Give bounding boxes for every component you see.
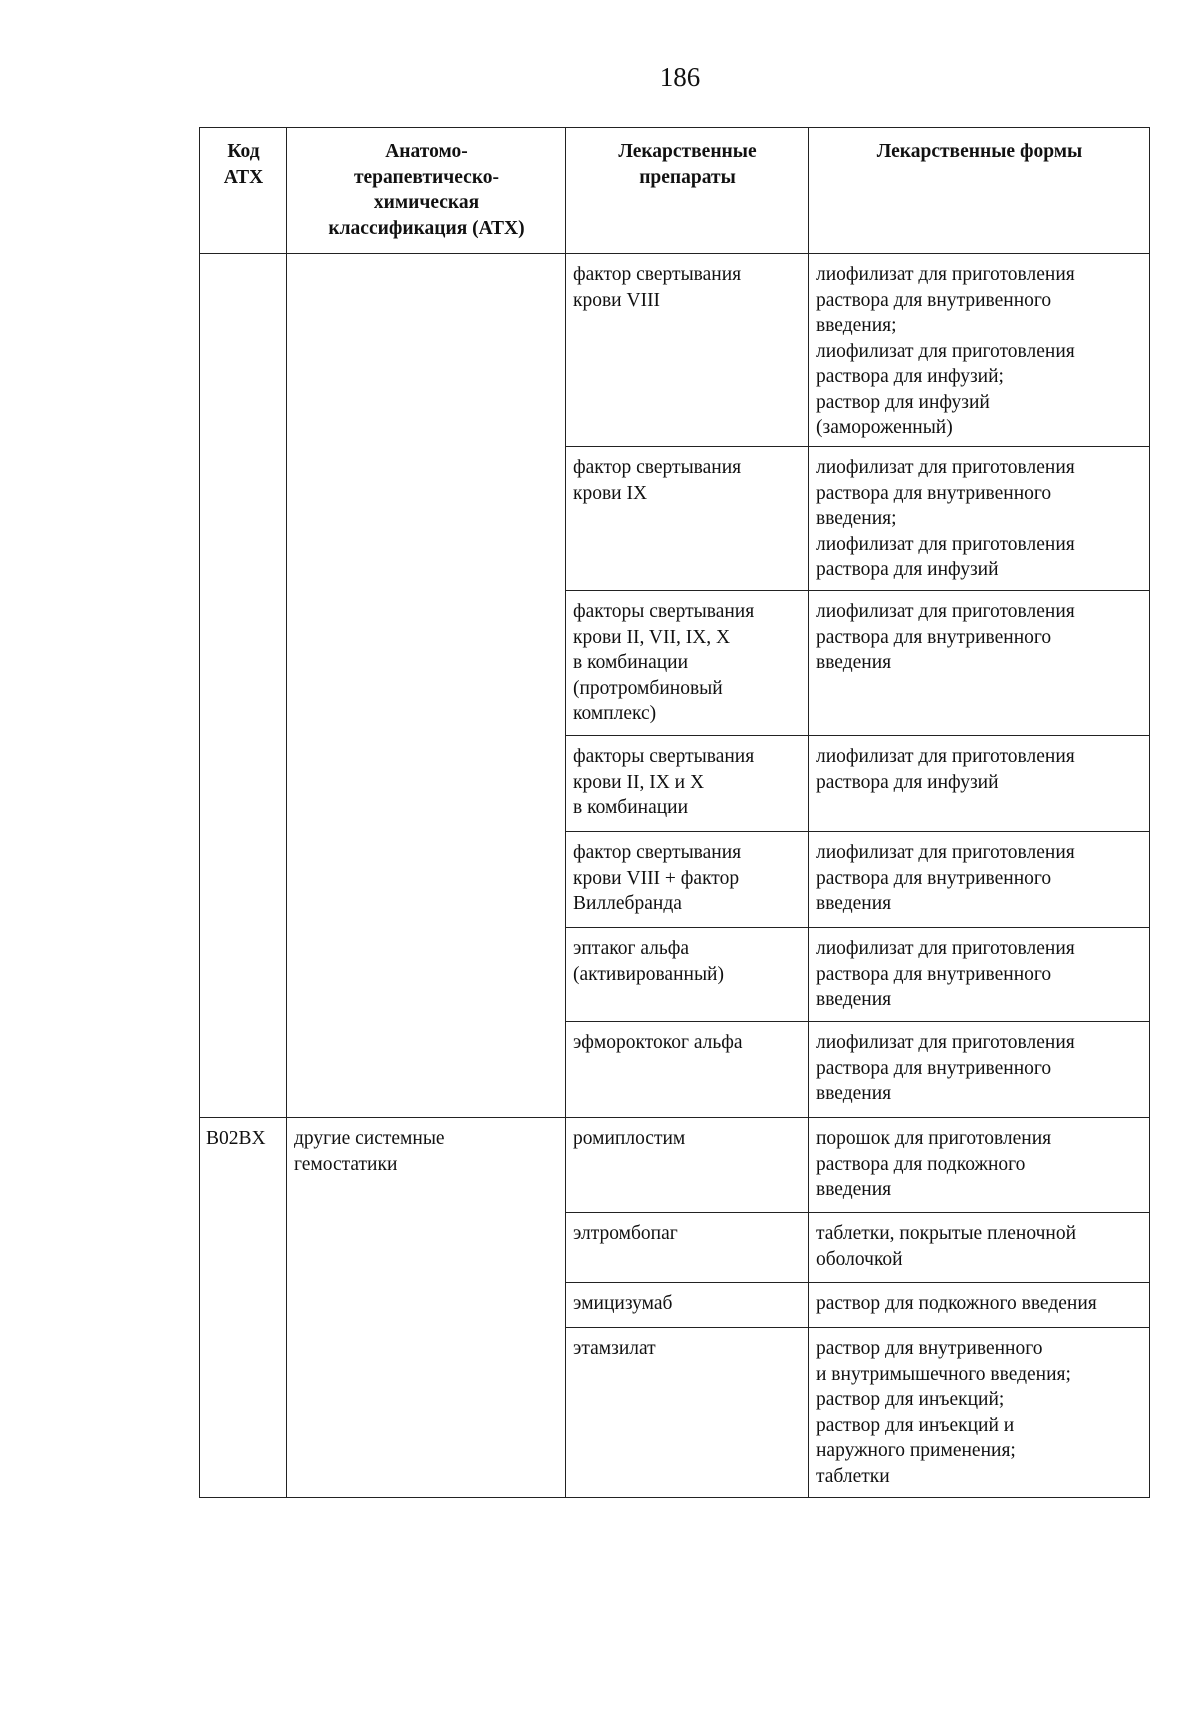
header-classification: Анатомо- терапевтическо- химическая классификация (АТХ): [287, 128, 566, 254]
drug-form: лиофилизат для приготовления раствора для внутривенного введения: [809, 928, 1149, 1022]
page-number: 186: [659, 62, 701, 92]
header-code: Код АТХ: [200, 128, 287, 254]
drug-name: фактор свертывания крови IX: [566, 447, 809, 591]
classification-cell: другие системные гемостатики: [287, 1118, 566, 1497]
header-drugs: Лекарственные препараты: [566, 128, 809, 254]
atc-code-cell: B02BX: [200, 1118, 287, 1497]
drug-name: факторы свертывания крови II, VII, IX, X в комбинации (протромбиновый комплекс): [566, 591, 809, 736]
drug-name: фактор свертывания крови VIII + фактор Виллебранда: [566, 832, 809, 928]
drug-name: эфмороктоког альфа: [566, 1022, 809, 1118]
drug-table: [199, 127, 1150, 1498]
drug-name: эмицизумаб: [566, 1283, 809, 1328]
drug-form: раствор для подкожного введения: [809, 1283, 1149, 1328]
drug-name: этамзилат: [566, 1328, 809, 1497]
drug-form: лиофилизат для приготовления раствора для внутривенного введения; лиофилизат для приготовления раствора для инфузий; раствор для инфузий (замороженный): [809, 254, 1149, 447]
drug-name: факторы свертывания крови II, IX и X в комбинации: [566, 736, 809, 832]
drug-form: таблетки, покрытые пленочной оболочкой: [809, 1213, 1149, 1283]
classification-cell-continued: [287, 254, 566, 1118]
drug-form: лиофилизат для приготовления раствора для внутривенного введения: [809, 1022, 1149, 1118]
drug-form: лиофилизат для приготовления раствора для инфузий: [809, 736, 1149, 832]
drug-name: элтромбопаг: [566, 1213, 809, 1283]
drug-name: ромиплостим: [566, 1118, 809, 1213]
code-cell-continued: [200, 254, 287, 1118]
drug-form: лиофилизат для приготовления раствора для внутривенного введения; лиофилизат для приготовления раствора для инфузий: [809, 447, 1149, 591]
drug-form: раствор для внутривенного и внутримышечного введения; раствор для инъекций; раствор для инъекций и наружного применения; таблетки: [816, 1338, 1071, 1487]
drug-form: порошок для приготовления раствора для подкожного введения: [809, 1118, 1149, 1213]
drug-name: эптаког альфа (активированный): [566, 928, 809, 1022]
drug-form: лиофилизат для приготовления раствора для внутривенного введения: [809, 591, 1149, 736]
drug-form: лиофилизат для приготовления раствора для внутривенного введения: [809, 832, 1149, 928]
drug-name: фактор свертывания крови VIII: [566, 254, 809, 447]
header-forms: Лекарственные формы: [809, 128, 1149, 254]
